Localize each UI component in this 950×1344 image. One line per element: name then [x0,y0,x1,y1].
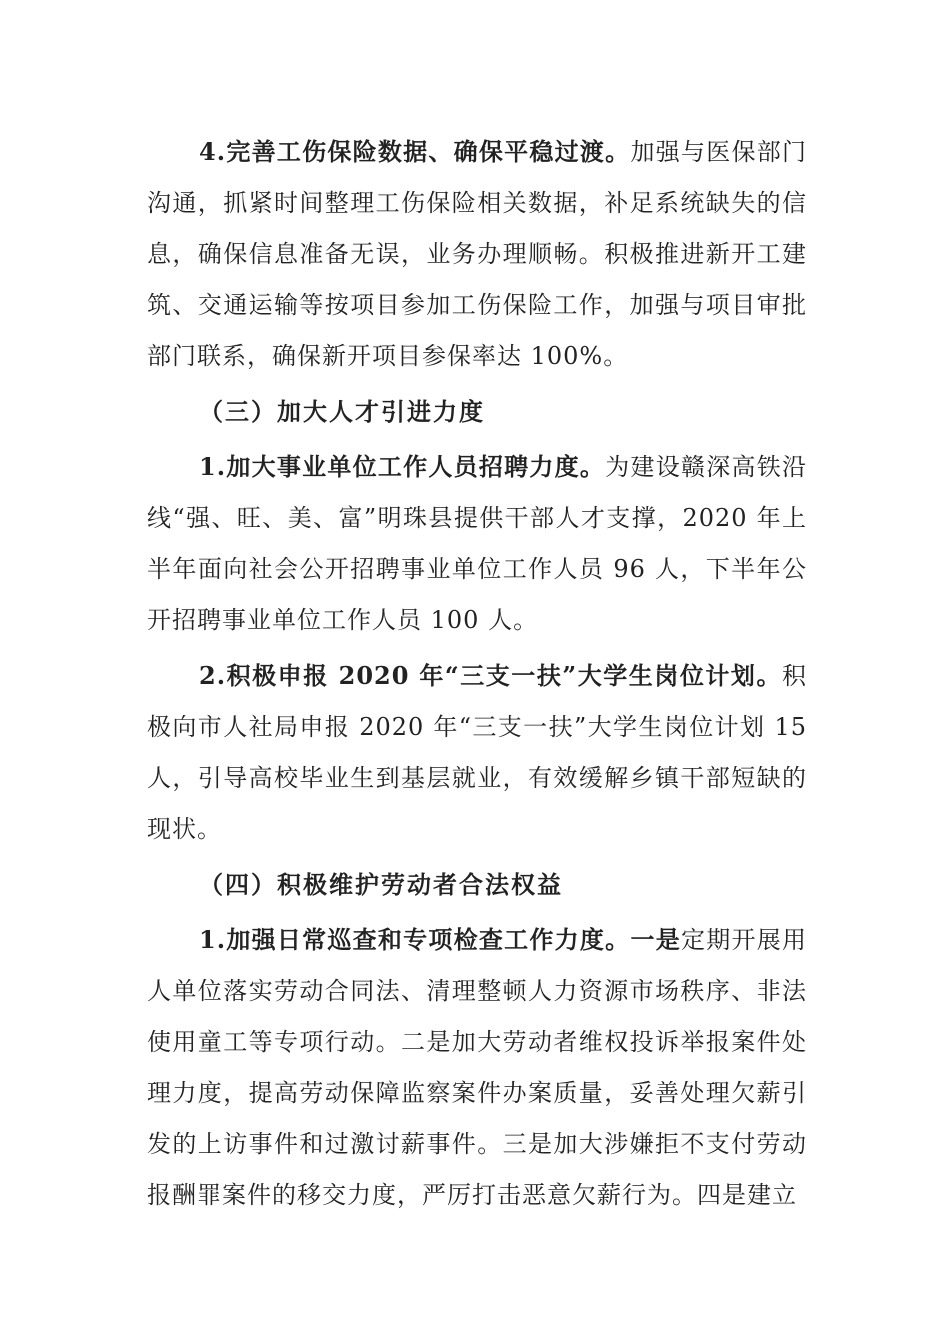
section-heading-labor-rights: （四）积极维护劳动者合法权益 [199,870,563,899]
paragraph-work-injury-insurance [147,126,807,382]
paragraph-lead: 4.完善工伤保险数据、确保平稳过渡。 [199,137,631,166]
paragraph-text: 为建设赣深高铁沿线“强、旺、美、富”明珠县提供干部人才支撑，2020 年上半年面向社会公开招聘事业单位工作人员 96 人，下半年公开招聘事业单位工作人员 100 人。 [147,453,807,634]
section-heading-talent: （三）加大人才引进力度 [199,397,485,426]
paragraph-text: 加强与医保部门沟通，抓紧时间整理工伤保险相关数据，补足系统缺失的信息，确保信息准备无误，业务办理顺畅。积极推进新开工建筑、交通运输等按项目参加工伤保险工作，加强与项目审批部门联系，确保新开项目参保率达 100%。 [147,138,808,370]
paragraph-lead: 1.加大事业单位工作人员招聘力度。 [199,452,606,481]
paragraph-public-recruitment [147,441,807,646]
paragraph-lead: 2.积极申报 2020 年“三支一扶”大学生岗位计划。 [199,661,782,690]
paragraph-text: 定期开展用人单位落实劳动合同法、清理整顿人力资源市场秩序、非法使用童工等专项行动。二是加大劳动者维权投诉举报案件处理力度，提高劳动保障监察案件办案质量，妥善处理欠薪引发的上访事件和过激讨薪事件。三是加大涉嫌拒不支付劳动报酬罪案件的移交力度，严厉打击恶意欠薪行为。四是建立 [147,926,808,1209]
document-page [147,126,807,1221]
paragraph-text: 积极向市人社局申报 2020 年“三支一扶”大学生岗位计划 15 人，引导高校毕业生到基层就业，有效缓解乡镇干部短缺的现状。 [147,662,807,843]
paragraph-inspection [147,914,807,1221]
paragraph-lead: 1.加强日常巡查和专项检查工作力度。一是 [199,925,681,954]
paragraph-three-supports [147,650,807,855]
